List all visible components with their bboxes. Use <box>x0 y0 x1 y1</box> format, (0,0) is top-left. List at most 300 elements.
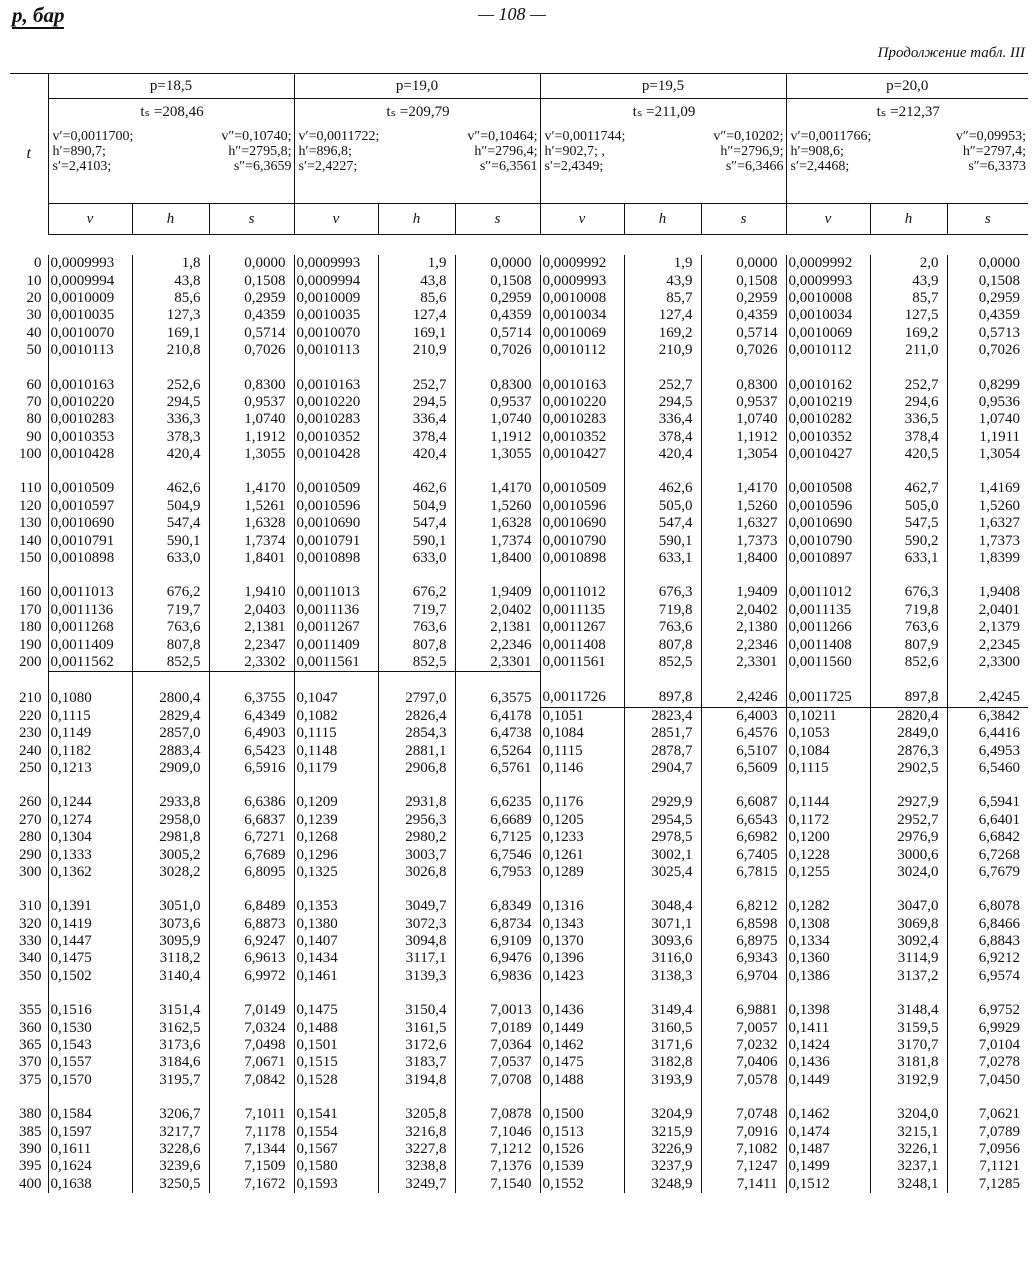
value-cell: 2,1381 <box>209 619 294 636</box>
value-cell: 2,0 <box>870 255 947 272</box>
value-cell: 0,9537 <box>209 394 294 411</box>
temperature-cell: 210 <box>19 689 42 706</box>
value-cell: 0,1447 <box>48 933 132 950</box>
value-cell: 547,4 <box>624 515 701 532</box>
value-cell: 2981,8 <box>132 829 209 846</box>
table-row <box>10 933 1028 950</box>
value-cell: 378,3 <box>132 429 209 446</box>
value-cell: 3095,9 <box>132 933 209 950</box>
value-cell: 3002,1 <box>624 846 701 863</box>
value-cell: 504,9 <box>132 498 209 515</box>
saturation-value: h′=896,8; <box>298 144 352 159</box>
value-cell: 590,1 <box>378 532 455 549</box>
saturation-line3 <box>545 159 784 174</box>
value-cell: 1,0740 <box>209 411 294 428</box>
value-cell: 0,1508 <box>947 272 1028 289</box>
value-cell: 0,0010690 <box>294 515 378 532</box>
value-cell: 43,8 <box>378 272 455 289</box>
t-column-header: t <box>10 74 48 235</box>
value-cell: 676,3 <box>870 584 947 601</box>
value-cell: 7,0189 <box>455 1019 540 1036</box>
saturation-value: s″=6,3659 <box>233 159 292 174</box>
table-row <box>10 515 1028 532</box>
value-cell: 6,9929 <box>947 1019 1028 1036</box>
value-cell: 0,0010509 <box>48 480 132 497</box>
saturation-line1 <box>791 129 1027 144</box>
value-cell: 0,5714 <box>209 325 294 342</box>
value-cell: 0,1370 <box>540 933 624 950</box>
value-cell: 6,6386 <box>209 794 294 811</box>
value-cell: 462,6 <box>624 480 701 497</box>
temperature-cell: 100 <box>19 446 42 463</box>
value-cell: 0,1115 <box>48 707 132 725</box>
value-cell: 0,1282 <box>786 898 870 915</box>
value-cell: 0,9537 <box>701 394 786 411</box>
value-cell: 719,7 <box>132 602 209 619</box>
value-cell: 3117,1 <box>378 950 455 967</box>
value-cell: 0,0011013 <box>48 584 132 601</box>
value-cell: 0,1172 <box>786 812 870 829</box>
value-cell: 6,4953 <box>947 742 1028 759</box>
value-cell: 1,8400 <box>701 550 786 567</box>
value-cell: 6,8078 <box>947 898 1028 915</box>
value-cell: 0,1200 <box>786 829 870 846</box>
value-cell: 0,1308 <box>786 916 870 933</box>
value-cell: 0,5713 <box>947 325 1028 342</box>
value-cell: 210,8 <box>132 342 209 359</box>
value-cell: 0,0009993 <box>294 255 378 272</box>
value-cell: 0,0010353 <box>48 429 132 446</box>
value-cell: 0,0010690 <box>48 515 132 532</box>
value-cell: 3162,5 <box>132 1019 209 1036</box>
value-cell: 3204,0 <box>870 1106 947 1123</box>
column-header-v: v <box>48 204 132 235</box>
value-cell: 0,0010163 <box>48 376 132 393</box>
saturation-line3 <box>791 159 1027 174</box>
table-row <box>10 725 1028 742</box>
value-cell: 0,1512 <box>786 1176 870 1193</box>
temperature-cell: 30 <box>26 307 42 324</box>
saturation-value: v″=0,10740; <box>221 129 292 144</box>
value-cell: 3051,0 <box>132 898 209 915</box>
table-row <box>10 376 1028 393</box>
value-cell: 0,0011267 <box>540 619 624 636</box>
value-cell: 0,4359 <box>947 307 1028 324</box>
value-cell: 6,9972 <box>209 968 294 985</box>
value-cell: 0,0011562 <box>48 654 132 672</box>
value-cell: 7,0842 <box>209 1072 294 1089</box>
saturation-temperature: tₛ =211,09 <box>632 104 696 120</box>
value-cell: 0,1343 <box>540 916 624 933</box>
value-cell: 0,0010898 <box>540 550 624 567</box>
value-cell: 0,0011409 <box>48 636 132 653</box>
value-cell: 3140,4 <box>132 968 209 985</box>
value-cell: 0,7026 <box>947 342 1028 359</box>
value-cell: 336,5 <box>870 411 947 428</box>
value-cell: 0,1501 <box>294 1037 378 1054</box>
value-cell: 2,2347 <box>209 636 294 653</box>
value-cell: 2958,0 <box>132 812 209 829</box>
value-cell: 0,1398 <box>786 1002 870 1019</box>
value-cell: 462,6 <box>132 480 209 497</box>
pressure-unit-label: p, бар <box>12 3 65 27</box>
value-cell: 0,0010427 <box>786 446 870 463</box>
table-row <box>10 1054 1028 1071</box>
value-cell: 3025,4 <box>624 864 701 881</box>
value-cell: 0,0011267 <box>294 619 378 636</box>
value-cell: 2927,9 <box>870 794 947 811</box>
value-cell: 2929,9 <box>624 794 701 811</box>
value-cell: 504,9 <box>378 498 455 515</box>
value-cell: 336,4 <box>378 411 455 428</box>
value-cell: 1,4170 <box>209 480 294 497</box>
value-cell: 0,0010427 <box>540 446 624 463</box>
value-cell: 852,5 <box>132 654 209 672</box>
value-cell: 807,9 <box>870 636 947 653</box>
value-cell: 3094,8 <box>378 933 455 950</box>
temperature-cell: 10 <box>26 272 42 289</box>
value-cell: 633,1 <box>624 550 701 567</box>
value-cell: 1,3054 <box>947 446 1028 463</box>
value-cell: 3184,6 <box>132 1054 209 1071</box>
value-cell: 2,4245 <box>947 689 1028 707</box>
value-cell: 0,1333 <box>48 846 132 863</box>
value-cell: 294,5 <box>624 394 701 411</box>
value-cell: 0,1528 <box>294 1072 378 1089</box>
value-cell: 6,9836 <box>455 968 540 985</box>
value-cell: 3071,1 <box>624 916 701 933</box>
table-row <box>10 325 1028 342</box>
temperature-cell: 230 <box>19 725 42 742</box>
table-row <box>10 1019 1028 1036</box>
value-cell: 3150,4 <box>378 1002 455 1019</box>
value-cell: 0,1434 <box>294 950 378 967</box>
value-cell: 2,3302 <box>209 654 294 672</box>
saturation-line2 <box>791 144 1027 159</box>
value-cell: 676,2 <box>378 584 455 601</box>
value-cell: 0,0009993 <box>540 272 624 289</box>
value-cell: 0,0010008 <box>540 290 624 307</box>
value-cell: 2,1379 <box>947 619 1028 636</box>
saturation-temperature: tₛ =212,37 <box>876 104 940 120</box>
temperature-cell: 270 <box>19 811 42 828</box>
value-cell: 6,9574 <box>947 968 1028 985</box>
saturation-temperature: tₛ =209,79 <box>386 104 450 120</box>
value-cell: 1,4169 <box>947 480 1028 497</box>
value-cell: 547,4 <box>378 515 455 532</box>
temperature-cell: 375 <box>19 1071 42 1088</box>
table-row <box>10 1176 1028 1193</box>
value-cell: 3151,4 <box>132 1002 209 1019</box>
value-cell: 462,7 <box>870 480 947 497</box>
value-cell: 420,4 <box>624 446 701 463</box>
table-row <box>10 429 1028 446</box>
value-cell: 0,8300 <box>455 376 540 393</box>
value-cell: 0,1353 <box>294 898 378 915</box>
value-cell: 0,0010509 <box>540 480 624 497</box>
value-cell: 0,0011136 <box>48 602 132 619</box>
value-cell: 1,1912 <box>455 429 540 446</box>
value-cell: 0,1593 <box>294 1176 378 1193</box>
value-cell: 2823,4 <box>624 707 701 725</box>
value-cell: 6,7271 <box>209 829 294 846</box>
value-cell: 3249,7 <box>378 1176 455 1193</box>
value-cell: 3148,4 <box>870 1002 947 1019</box>
value-cell: 3215,9 <box>624 1123 701 1140</box>
value-cell: 6,5941 <box>947 794 1028 811</box>
value-cell: 1,6328 <box>209 515 294 532</box>
value-cell: 0,1424 <box>786 1037 870 1054</box>
value-cell: 6,8212 <box>701 898 786 915</box>
column-header-h: h <box>378 204 455 235</box>
table-row <box>10 950 1028 967</box>
value-cell: 2931,8 <box>378 794 455 811</box>
table-row <box>10 550 1028 567</box>
value-cell: 0,1436 <box>786 1054 870 1071</box>
value-cell: 0,0010352 <box>540 429 624 446</box>
value-cell: 127,5 <box>870 307 947 324</box>
value-cell: 3237,9 <box>624 1158 701 1175</box>
value-cell: 0,0011012 <box>540 584 624 601</box>
value-cell: 0,0009993 <box>786 272 870 289</box>
value-cell: 6,6543 <box>701 812 786 829</box>
value-cell: 1,7374 <box>455 532 540 549</box>
value-cell: 0,0011136 <box>294 602 378 619</box>
column-header-s: s <box>209 204 294 235</box>
value-cell: 0,0010283 <box>540 411 624 428</box>
value-cell: 6,9109 <box>455 933 540 950</box>
value-cell: 0,0010034 <box>540 307 624 324</box>
value-cell: 1,9 <box>624 255 701 272</box>
value-cell: 0,1115 <box>786 760 870 777</box>
saturation-value: h″=2796,9; <box>720 144 784 159</box>
value-cell: 0,7026 <box>701 342 786 359</box>
value-cell: 0,0011725 <box>786 689 870 707</box>
value-cell: 336,4 <box>624 411 701 428</box>
table-row <box>10 898 1028 915</box>
value-cell: 0,1513 <box>540 1123 624 1140</box>
value-cell: 2954,5 <box>624 812 701 829</box>
column-header-v: v <box>786 204 870 235</box>
value-cell: 633,0 <box>378 550 455 567</box>
value-cell: 0,0010790 <box>786 532 870 549</box>
value-cell: 2797,0 <box>378 689 455 707</box>
value-cell: 2,1381 <box>455 619 540 636</box>
value-cell: 1,1912 <box>209 429 294 446</box>
value-cell: 0,0010791 <box>294 532 378 549</box>
value-cell: 1,0740 <box>455 411 540 428</box>
value-cell: 0,1475 <box>540 1054 624 1071</box>
value-cell: 0,0010352 <box>786 429 870 446</box>
value-cell: 252,7 <box>624 376 701 393</box>
value-cell: 0,1539 <box>540 1158 624 1175</box>
saturation-value: v″=0,09953; <box>955 129 1027 144</box>
value-cell: 0,1638 <box>48 1176 132 1193</box>
value-cell: 1,4170 <box>455 480 540 497</box>
value-cell: 43,9 <box>870 272 947 289</box>
saturation-line3 <box>53 159 292 174</box>
value-cell: 0,0010070 <box>48 325 132 342</box>
value-cell: 462,6 <box>378 480 455 497</box>
value-cell: 7,1121 <box>947 1158 1028 1175</box>
value-cell: 1,5260 <box>947 498 1028 515</box>
value-cell: 0,0000 <box>455 255 540 272</box>
table-row <box>10 480 1028 497</box>
value-cell: 6,3842 <box>947 707 1028 725</box>
value-cell: 3000,6 <box>870 846 947 863</box>
value-cell: 807,8 <box>132 636 209 653</box>
value-cell: 0,0011268 <box>48 619 132 636</box>
saturation-value: h″=2795,8; <box>228 144 292 159</box>
value-cell: 0,9537 <box>455 394 540 411</box>
value-cell: 0,0011726 <box>540 689 624 707</box>
value-cell: 252,6 <box>132 376 209 393</box>
value-cell: 6,6401 <box>947 812 1028 829</box>
temperature-cell: 20 <box>26 289 42 306</box>
value-cell: 7,0956 <box>947 1141 1028 1158</box>
value-cell: 7,0671 <box>209 1054 294 1071</box>
value-cell: 0,7026 <box>455 342 540 359</box>
continuation-caption: Продолжение табл. III <box>877 45 1025 61</box>
value-cell: 6,4738 <box>455 725 540 742</box>
value-cell: 0,1461 <box>294 968 378 985</box>
temperature-cell: 80 <box>26 411 42 428</box>
column-header-v: v <box>540 204 624 235</box>
saturation-line1 <box>53 129 292 144</box>
value-cell: 210,9 <box>624 342 701 359</box>
saturation-value: v′=0,0011744; <box>544 129 626 144</box>
value-cell: 590,2 <box>870 532 947 549</box>
value-cell: 0,0010220 <box>48 394 132 411</box>
value-cell: 0,1047 <box>294 689 378 707</box>
value-cell: 6,7815 <box>701 864 786 881</box>
value-cell: 3003,7 <box>378 846 455 863</box>
steam-properties-table <box>10 73 1028 1193</box>
value-cell: 378,4 <box>624 429 701 446</box>
temperature-cell: 350 <box>19 967 42 984</box>
value-cell: 0,0010791 <box>48 532 132 549</box>
value-cell: 763,6 <box>132 619 209 636</box>
value-cell: 6,8843 <box>947 933 1028 950</box>
value-cell: 7,1509 <box>209 1158 294 1175</box>
saturation-line3 <box>299 159 538 174</box>
value-cell: 420,4 <box>132 446 209 463</box>
value-cell: 0,1488 <box>540 1072 624 1089</box>
value-cell: 0,0010219 <box>786 394 870 411</box>
value-cell: 1,9409 <box>455 584 540 601</box>
value-cell: 1,6327 <box>701 515 786 532</box>
value-cell: 0,1526 <box>540 1141 624 1158</box>
value-cell: 7,0324 <box>209 1019 294 1036</box>
value-cell: 7,1285 <box>947 1176 1028 1193</box>
table-row <box>10 1141 1028 1158</box>
value-cell: 0,1508 <box>701 272 786 289</box>
value-cell: 6,5609 <box>701 760 786 777</box>
value-cell: 0,0011560 <box>786 654 870 672</box>
value-cell: 3024,0 <box>870 864 947 881</box>
temperature-cell: 240 <box>19 742 42 759</box>
value-cell: 43,8 <box>132 272 209 289</box>
value-cell: 6,8489 <box>209 898 294 915</box>
column-header-h: h <box>624 204 701 235</box>
table-row <box>10 1123 1028 1140</box>
value-cell: 0,2959 <box>455 290 540 307</box>
value-cell: 3173,6 <box>132 1037 209 1054</box>
saturation-value: h″=2796,4; <box>474 144 538 159</box>
value-cell: 0,0010596 <box>540 498 624 515</box>
value-cell: 1,6327 <box>947 515 1028 532</box>
table-row <box>10 742 1028 759</box>
value-cell: 6,8095 <box>209 864 294 881</box>
value-cell: 852,5 <box>624 654 701 672</box>
value-cell: 0,1541 <box>294 1106 378 1123</box>
value-cell: 85,7 <box>870 290 947 307</box>
temperature-cell: 395 <box>19 1158 42 1175</box>
value-cell: 7,1082 <box>701 1141 786 1158</box>
value-cell: 0,1611 <box>48 1141 132 1158</box>
value-cell: 2,2345 <box>947 636 1028 653</box>
value-cell: 633,0 <box>132 550 209 567</box>
value-cell: 0,1255 <box>786 864 870 881</box>
value-cell: 1,9410 <box>209 584 294 601</box>
pressure-header-4: p=20,0 <box>786 74 1028 99</box>
value-cell: 0,1239 <box>294 812 378 829</box>
value-cell: 3238,8 <box>378 1158 455 1175</box>
value-cell: 0,0000 <box>209 255 294 272</box>
value-cell: 0,1391 <box>48 898 132 915</box>
value-cell: 7,0578 <box>701 1072 786 1089</box>
value-cell: 0,0010113 <box>294 342 378 359</box>
value-cell: 0,1488 <box>294 1019 378 1036</box>
value-cell: 0,1475 <box>294 1002 378 1019</box>
temperature-cell: 365 <box>19 1037 42 1054</box>
value-cell: 0,1228 <box>786 846 870 863</box>
saturation-value: v″=0,10464; <box>467 129 538 144</box>
value-cell: 2,0402 <box>455 602 540 619</box>
value-cell: 6,6689 <box>455 812 540 829</box>
value-cell: 7,0364 <box>455 1037 540 1054</box>
value-cell: 6,9476 <box>455 950 540 967</box>
value-cell: 0,0010113 <box>48 342 132 359</box>
value-cell: 0,1362 <box>48 864 132 881</box>
value-cell: 7,1247 <box>701 1158 786 1175</box>
value-cell: 0,1244 <box>48 794 132 811</box>
value-cell: 169,2 <box>624 325 701 342</box>
temperature-cell: 400 <box>19 1175 42 1192</box>
value-cell: 2904,7 <box>624 760 701 777</box>
value-cell: 0,0009992 <box>786 255 870 272</box>
value-cell: 0,1084 <box>540 725 624 742</box>
value-cell: 7,1344 <box>209 1141 294 1158</box>
value-cell: 2854,3 <box>378 725 455 742</box>
value-cell: 0,8300 <box>209 376 294 393</box>
value-cell: 3149,4 <box>624 1002 701 1019</box>
temperature-cell: 200 <box>19 654 42 671</box>
temperature-cell: 220 <box>19 707 42 724</box>
value-cell: 6,6235 <box>455 794 540 811</box>
value-cell: 1,7374 <box>209 532 294 549</box>
value-cell: 6,8873 <box>209 916 294 933</box>
value-cell: 0,1624 <box>48 1158 132 1175</box>
value-cell: 0,0010035 <box>294 307 378 324</box>
value-cell: 336,3 <box>132 411 209 428</box>
value-cell: 378,4 <box>870 429 947 446</box>
value-cell: 7,0537 <box>455 1054 540 1071</box>
value-cell: 6,7679 <box>947 864 1028 881</box>
temperature-cell: 0 <box>34 255 42 272</box>
value-cell: 3138,3 <box>624 968 701 985</box>
value-cell: 0,1233 <box>540 829 624 846</box>
